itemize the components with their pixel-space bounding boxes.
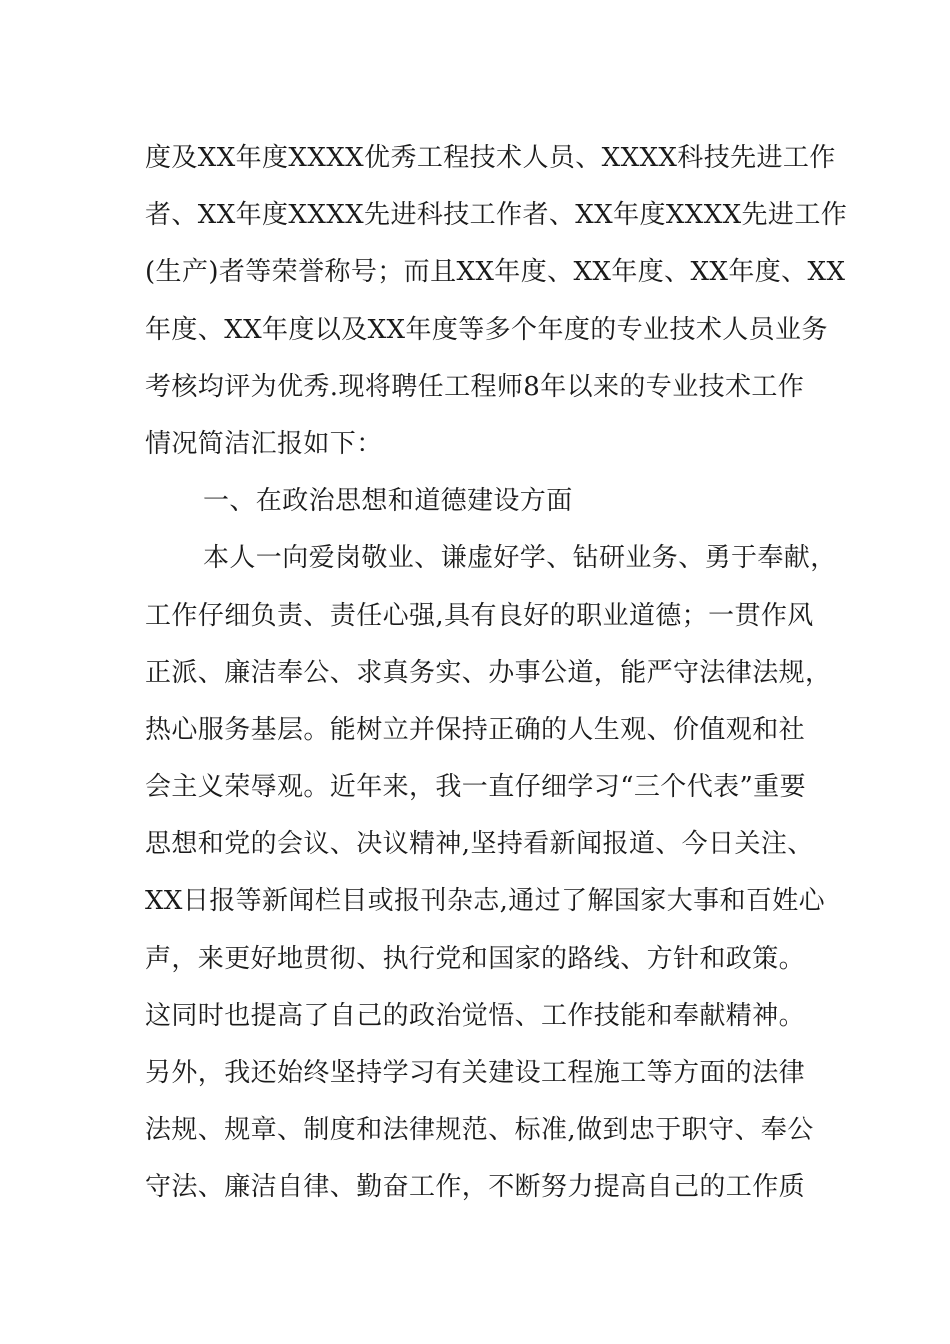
text-line: 这同时也提高了自己的政治觉悟、工作技能和奉献精神。 (145, 1000, 806, 1031)
section-heading: 一、在政治思想和道德建设方面 (203, 486, 573, 517)
paragraph-first-line: 本人一向爱岗敬业、谦虚好学、钻研业务、勇于奉献， (203, 543, 837, 574)
text-line: 工作仔细负责、责任心强,具有良好的职业道德；一贯作风 (145, 600, 814, 631)
text-line: 会主义荣辱观。近年来，我一直仔细学习“三个代表”重要 (145, 772, 806, 803)
text-line: 守法、廉洁自律、勤奋工作，不断努力提高自己的工作质 (145, 1172, 806, 1203)
text-line: 年度、XX年度以及XX年度等多个年度的专业技术人员业务 (145, 314, 828, 345)
text-line: 声，来更好地贯彻、执行党和国家的路线、方针和政策。 (145, 943, 806, 974)
body-text (145, 130, 848, 1217)
text-line: 思想和党的会议、决议精神,坚持看新闻报道、今日关注、 (145, 829, 814, 860)
text-line: 者、XX年度XXXX先进科技工作者、XX年度XXXX先进工作 (145, 200, 848, 231)
text-line: 度及XX年度XXXX优秀工程技术人员、XXXX科技先进工作 (145, 143, 836, 173)
text-line: 正派、廉洁奉公、求真务实、办事公道，能严守法律法规， (145, 657, 832, 688)
text-line: 情况简洁汇报如下： (145, 428, 383, 459)
text-line: 考核均评为优秀.现将聘任工程师8年以来的专业技术工作 (145, 371, 805, 402)
text-line: XX日报等新闻栏目或报刊杂志,通过了解国家大事和百姓心 (145, 886, 826, 917)
text-line: 另外，我还始终坚持学习有关建设工程施工等方面的法律 (145, 1058, 806, 1088)
text-line: 法规、规章、制度和法律规范、标准,做到忠于职守、奉公 (145, 1115, 814, 1146)
text-line: 热心服务基层。能树立并保持正确的人生观、价值观和社 (145, 714, 806, 745)
text-line: (生产)者等荣誉称号；而且XX年度、XX年度、XX年度、XX (145, 257, 846, 288)
